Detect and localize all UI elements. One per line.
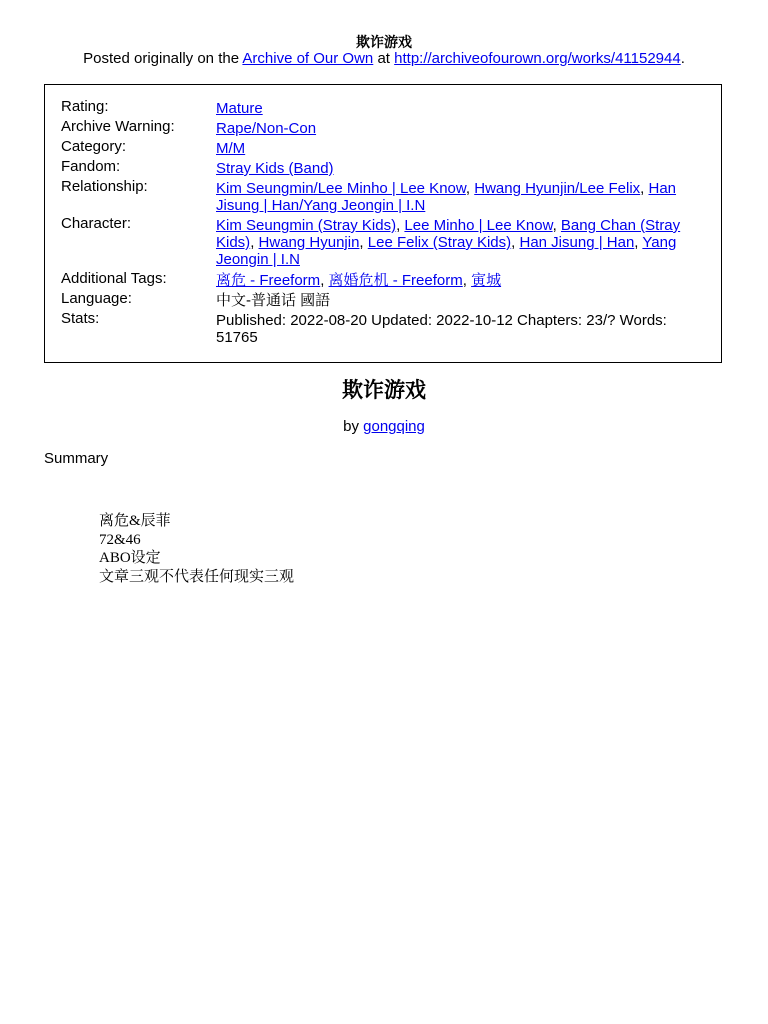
character-link[interactable]: Hwang Hyunjin [258, 234, 360, 251]
relationship-label: Relationship: [61, 178, 148, 195]
rating-link[interactable]: Mature [216, 100, 263, 117]
warning-link[interactable]: Rape/Non-Con [216, 120, 317, 137]
work-title: 欺诈游戏 [342, 379, 426, 402]
fandom-label: Fandom: [61, 158, 121, 175]
fandom-link[interactable]: Stray Kids (Band) [216, 160, 334, 177]
posted-suffix: . [680, 50, 685, 67]
relationship-link[interactable]: Hwang Hyunjin/Lee Felix [474, 180, 641, 197]
character-link[interactable]: Lee Minho | Lee Know [404, 217, 553, 234]
summary-line: 72&46 [99, 531, 141, 548]
relationship-link[interactable]: Han Jisung | Han/Yang Jeongin | I.N [216, 180, 677, 214]
meta-row-language [61, 290, 711, 309]
meta-row-character: Character: Kim Seungmin (Stray Kids), Lee Minho | Lee Know, Bang Chan (Stray Kids), Hwang Hyunjin, Lee Felix (Stray Kids), Han Jisung | Han, Yang Jeongin | I.N [61, 215, 681, 268]
meta-row-tags: Additional Tags: 离危 - Freeform, 离婚危机 - Freeform, 寅城 [61, 270, 502, 289]
byline [0, 418, 768, 435]
summary-line: ABO设定 [99, 550, 161, 566]
byline-prefix: by [343, 418, 364, 435]
meta-row-fandom [61, 158, 711, 177]
archive-link[interactable]: Archive of Our Own [242, 50, 374, 67]
character-label: Character: [61, 215, 132, 232]
tag-link[interactable]: 寅城 [471, 272, 502, 289]
meta-row-rating [61, 98, 711, 117]
character-link[interactable]: Bang Chan (Stray Kids) [216, 217, 681, 251]
tags-label: Additional Tags: [61, 270, 167, 287]
author-link[interactable]: gongqing [363, 418, 425, 435]
meta-row-stats [61, 310, 711, 346]
character-link[interactable]: Yang Jeongin | I.N [216, 234, 677, 268]
summary-heading: Summary [44, 450, 109, 467]
work-metadata-box [44, 84, 722, 363]
summary-body [99, 512, 294, 586]
document-header-title: 欺诈游戏 [356, 34, 412, 50]
stats-label: Stats: [61, 310, 100, 327]
character-link[interactable]: Lee Felix (Stray Kids) [367, 234, 512, 251]
language-value: 中文-普通话 國語 [216, 292, 331, 309]
tag-link[interactable]: 离婚危机 - Freeform [328, 272, 463, 289]
summary-line: 文章三观不代表任何现实三观 [99, 568, 295, 585]
character-link[interactable]: Kim Seungmin (Stray Kids) [216, 217, 397, 234]
posted-originally-line [0, 50, 768, 67]
meta-row-relationship: Relationship: Kim Seungmin/Lee Minho | Lee Know, Hwang Hyunjin/Lee Felix, Han Jisung | Han/Yang Jeongin | I.N [61, 178, 677, 214]
rating-label: Rating: [61, 98, 109, 115]
posted-mid: at [373, 50, 395, 67]
category-label: Category: [61, 138, 127, 155]
meta-row-warning [61, 118, 711, 137]
work-url-link[interactable]: http://archiveofourown.org/works/41152944 [394, 50, 681, 67]
posted-prefix: Posted originally on the [83, 50, 243, 67]
character-link[interactable]: Han Jisung | Han [519, 234, 635, 251]
warning-label: Archive Warning: [61, 118, 175, 135]
tag-link[interactable]: 离危 - Freeform [216, 272, 321, 289]
summary-line: 离危&辰菲 [99, 513, 171, 529]
stats-value: Published: 2022-08-20 Updated: 2022-10-12 Chapters: 23/? Words: 51765 [216, 312, 667, 346]
language-label: Language: [61, 290, 132, 307]
meta-row-category [61, 138, 711, 157]
relationship-link[interactable]: Kim Seungmin/Lee Minho | Lee Know [216, 180, 466, 197]
category-link[interactable]: M/M [216, 140, 246, 157]
